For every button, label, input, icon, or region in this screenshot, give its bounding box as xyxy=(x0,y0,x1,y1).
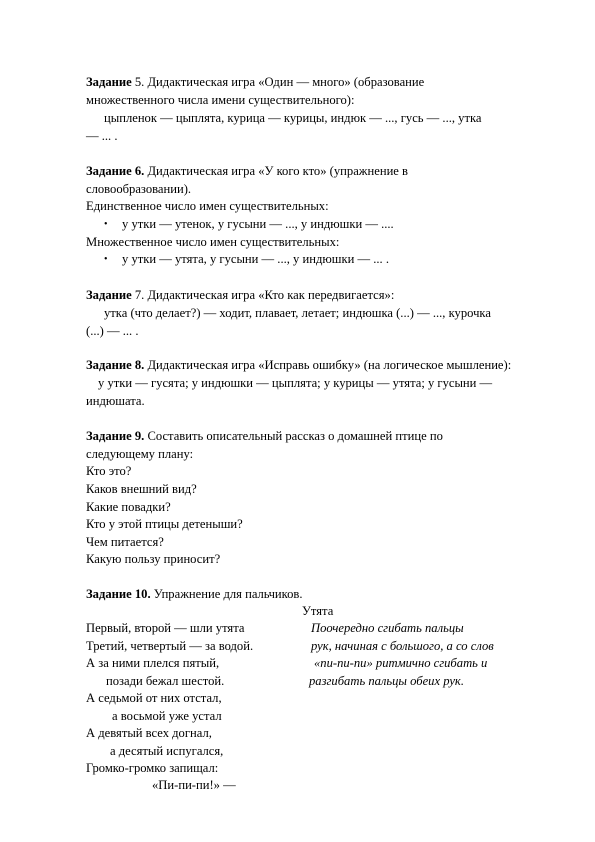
task-6-line-5: Множественное число имен существительных: xyxy=(86,235,340,249)
bullet-icon: • xyxy=(104,219,108,230)
task-6-heading xyxy=(86,163,408,180)
poem-line: а восьмой уже устал xyxy=(112,709,222,723)
task-10-label: Задание 10. xyxy=(86,587,151,601)
task-9-title: Составить описательный рассказ о домашней птице по xyxy=(144,429,443,443)
task-6-title: Дидактическая игра «У кого кто» (упражнение в xyxy=(144,164,408,178)
poem-line: «Пи-пи-пи!» — xyxy=(152,778,236,792)
task-6-line-3: Единственное число имен существительных: xyxy=(86,199,329,213)
task-5-line-2: множественного числа имени существительного): xyxy=(86,93,355,107)
task-6-line-2: словообразовании). xyxy=(86,182,192,196)
task-8-heading xyxy=(86,357,511,374)
task-8-line-3: индюшата. xyxy=(86,394,145,408)
instruction-line: рук, начиная с большого, а со слов xyxy=(311,639,494,653)
plan-question: Чем питается? xyxy=(86,535,164,549)
poem-line: а десятый испугался, xyxy=(110,744,224,758)
plan-question: Кто это? xyxy=(86,464,132,478)
poem-line: А за ними плелся пятый, xyxy=(86,656,220,670)
instruction-line: разгибать пальцы обеих рук. xyxy=(309,674,464,688)
task-7-title: 7. Дидактическая игра «Кто как передвигается»: xyxy=(131,288,395,302)
task-8-line-2: у утки — гусята; у индюшки — цыплята; у курицы — утята; у гусыни — xyxy=(98,376,493,390)
bullet-icon: • xyxy=(104,254,108,265)
plan-question: Какую пользу приносит? xyxy=(86,552,221,566)
task-6-label: Задание 6. xyxy=(86,164,145,178)
poem-line: Третий, четвертый — за водой. xyxy=(86,639,254,653)
instruction-line: Поочередно сгибать пальцы xyxy=(311,621,464,635)
poem-line: позади бежал шестой. xyxy=(106,674,225,688)
task-8-label: Задание 8. xyxy=(86,358,145,372)
task-7-heading xyxy=(86,287,394,304)
poem-line: А седьмой от них отстал, xyxy=(86,691,222,705)
plan-question: Какие повадки? xyxy=(86,500,171,514)
task-6-bullet-2: у утки — утята, у гусыни — ..., у индюшки — ... . xyxy=(122,252,389,266)
task-5-heading xyxy=(86,74,424,91)
task-9-line-2: следующему плану: xyxy=(86,447,194,461)
task-5-line-3: цыпленок — цыплята, курица — курицы, индюк — ..., гусь — ..., утка xyxy=(104,111,482,125)
task-6-bullet-1: у утки — утенок, у гусыни — ..., у индюшки — .... xyxy=(122,217,394,231)
task-10-title: Упражнение для пальчиков. xyxy=(150,587,303,601)
poem-line: Первый, второй — шли утята xyxy=(86,621,245,635)
poem-title: Утята xyxy=(302,604,334,618)
plan-question: Каков внешний вид? xyxy=(86,482,197,496)
task-10-heading xyxy=(86,586,303,603)
plan-question: Кто у этой птицы детеныши? xyxy=(86,517,243,531)
task-5-label: Задание xyxy=(86,75,132,89)
poem-line: А девятый всех догнал, xyxy=(86,726,212,740)
task-9-heading xyxy=(86,428,443,445)
task-5-line-4: — ... . xyxy=(86,129,118,143)
poem-line: Громко-громко запищал: xyxy=(86,761,219,775)
task-9-label: Задание 9. xyxy=(86,429,145,443)
task-7-label: Задание xyxy=(86,288,132,302)
task-7-line-3: (...) — ... . xyxy=(86,324,139,338)
task-7-line-2: утка (что делает?) — ходит, плавает, летает; индюшка (...) — ..., курочка xyxy=(104,306,491,320)
instruction-line: «пи-пи-пи» ритмично сгибать и xyxy=(314,656,488,670)
task-5-title: 5. Дидактическая игра «Один — много» (образование xyxy=(131,75,425,89)
task-8-title: Дидактическая игра «Исправь ошибку» (на логическое мышление): xyxy=(144,358,512,372)
